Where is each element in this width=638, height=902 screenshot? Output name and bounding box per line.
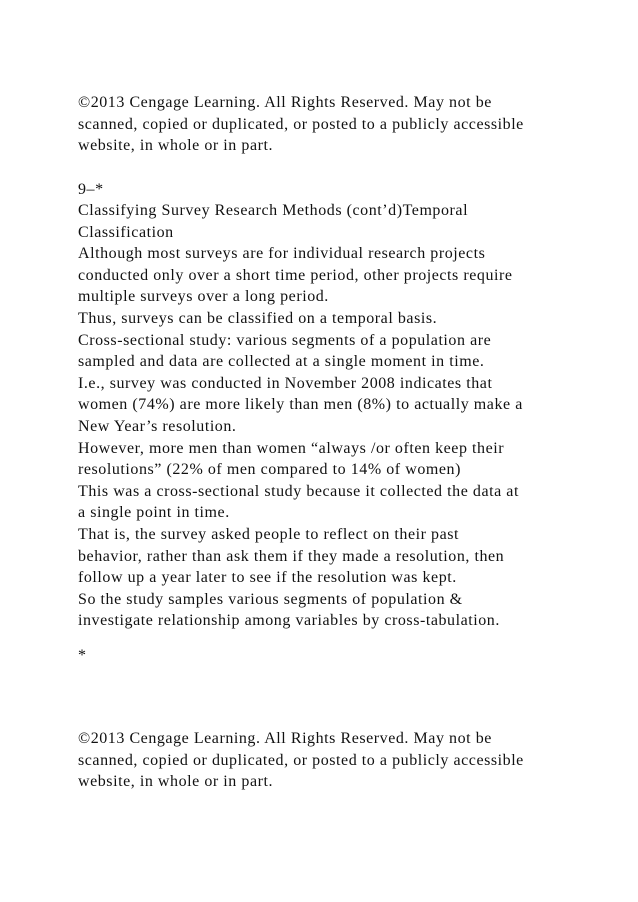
copyright-line: scanned, copied or duplicated, or posted to a publicly accessible: [78, 751, 524, 769]
body-line: follow up a year later to see if the resolution was kept.: [78, 569, 457, 587]
body-line: So the study samples various segments of population &: [78, 590, 463, 608]
body-line: Although most surveys are for individual research projects: [78, 245, 486, 263]
body-line: sampled and data are collected at a single moment in time.: [78, 353, 485, 371]
body-line: multiple surveys over a long period.: [78, 288, 329, 306]
body-line: behavior, rather than ask them if they made a resolution, then: [78, 547, 505, 565]
asterisk-marker: [78, 645, 623, 667]
body-line: conducted only over a short time period, other projects require: [78, 266, 513, 284]
body-line: However, more men than women “always /or often keep their: [78, 439, 505, 457]
body-line: This was a cross-sectional study because it collected the data at: [78, 482, 519, 500]
copyright-notice-top: [78, 92, 623, 157]
copyright-notice-bottom: [78, 728, 623, 793]
body-line: I.e., survey was conducted in November 2008 indicates that: [78, 374, 493, 392]
copyright-line: scanned, copied or duplicated, or posted to a publicly accessible: [78, 115, 524, 133]
slide-number-text: 9–*: [78, 181, 104, 198]
slide-title-line: Classification: [78, 223, 174, 241]
body-line: resolutions” (22% of men compared to 14% of women): [78, 461, 461, 479]
body-line: New Year’s resolution.: [78, 417, 237, 435]
body-line: investigate relationship among variables by cross-tabulation.: [78, 612, 500, 630]
slide-title-line: Classifying Survey Research Methods (cont’d)Temporal: [78, 202, 469, 219]
copyright-line: website, in whole or in part.: [78, 137, 274, 155]
copyright-line: ©2013 Cengage Learning. All Rights Reserved. May not be: [78, 94, 492, 111]
slide-body: [78, 200, 623, 632]
slide-number: [78, 179, 623, 201]
body-line: That is, the survey asked people to reflect on their past: [78, 525, 460, 543]
asterisk-text: *: [78, 647, 87, 664]
body-line: a single point in time.: [78, 504, 230, 522]
copyright-line: website, in whole or in part.: [78, 773, 274, 791]
body-line: Thus, surveys can be classified on a temporal basis.: [78, 309, 438, 327]
body-line: women (74%) are more likely than men (8%) to actually make a: [78, 396, 523, 414]
copyright-line: ©2013 Cengage Learning. All Rights Reserved. May not be: [78, 730, 492, 747]
body-line: Cross-sectional study: various segments of a population are: [78, 331, 492, 349]
